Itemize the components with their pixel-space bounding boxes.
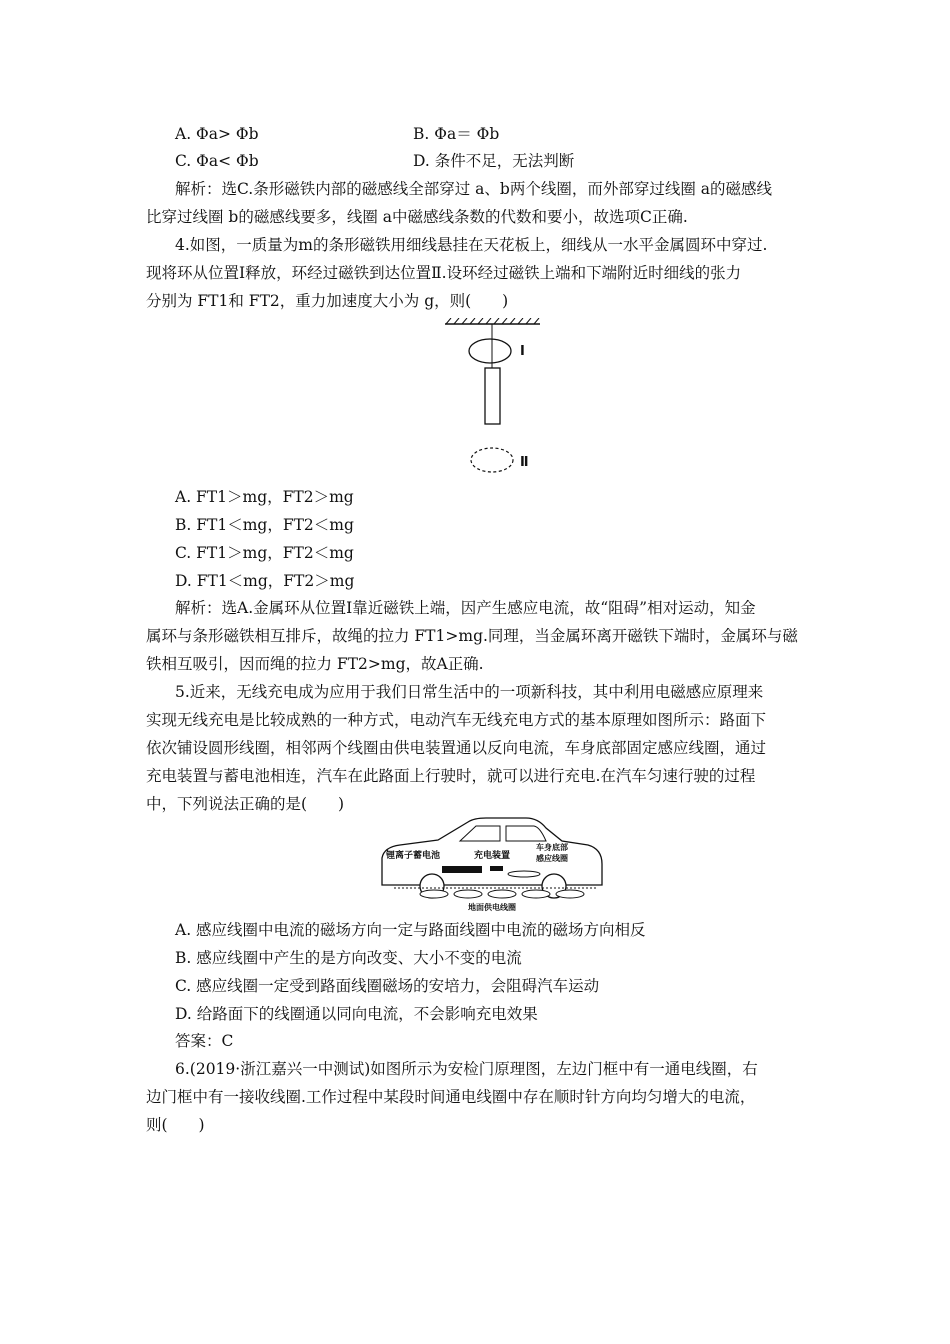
q4-analysis-line-3: 铁相互吸引，因而绳的拉力 FT2>mg，故A正确. xyxy=(146,655,484,673)
q5-stem-line-2: 实现无线充电是比较成熟的一种方式，电动汽车无线充电方式的基本原理如图所示：路面下 xyxy=(146,711,767,729)
q4-magnet-figure xyxy=(440,318,550,478)
q4-option-a: A. FT1＞mg，FT2＞mg xyxy=(175,488,354,506)
q6-stem-line-2: 边门框中有一接收线圈.工作过程中某段时间通电线圈中存在顺时针方向均匀增大的电流， xyxy=(146,1088,756,1106)
road-coil-4 xyxy=(522,890,550,898)
induction-coil xyxy=(508,871,540,877)
battery-block xyxy=(442,866,482,873)
bar-magnet xyxy=(485,368,500,424)
q3-analysis-line-1: 解析：选C.条形磁铁内部的磁感线全部穿过 a、b两个线圈，而外部穿过线圈 a的磁感线 xyxy=(175,180,772,198)
label-position-2: Ⅱ xyxy=(520,455,529,470)
q4-stem-line-1: 4.如图，一质量为m的条形磁铁用细线悬挂在天花板上，细线从一水平金属圆环中穿过. xyxy=(175,236,768,254)
label-coil-bottom: 感应线圈 xyxy=(536,854,568,863)
q5-option-c: C. 感应线圈一定受到路面线圈磁场的安培力，会阻碍汽车运动 xyxy=(175,977,600,995)
q4-analysis-line-1: 解析：选A.金属环从位置Ⅰ靠近磁铁上端，因产生感应电流，故“阻碍”相对运动，知金 xyxy=(175,599,756,617)
ring-position-2 xyxy=(471,448,513,472)
label-road-coil: 地面供电线圈 xyxy=(468,903,516,912)
q5-stem-line-3: 依次铺设圆形线圈，相邻两个线圈由供电装置通以反向电流，车身底部固定感应线圈，通过 xyxy=(146,739,767,757)
label-position-1: Ⅰ xyxy=(520,344,525,359)
ring-position-1 xyxy=(469,339,511,363)
label-coil-top: 车身底部 xyxy=(536,843,568,852)
q5-option-d: D. 给路面下的线圈通以同向电流，不会影响充电效果 xyxy=(175,1005,538,1023)
q5-option-b: B. 感应线圈中产生的是方向改变、大小不变的电流 xyxy=(175,949,522,967)
q5-option-a: A. 感应线圈中电流的磁场方向一定与路面线圈中电流的磁场方向相反 xyxy=(175,921,646,939)
q3-option-c: C. Φa< Φb xyxy=(175,152,259,170)
q6-stem-line-3: 则( ) xyxy=(146,1116,205,1134)
q3-analysis-line-2: 比穿过线圈 b的磁感线要多，线圈 a中磁感线条数的代数和要小，故选项C正确. xyxy=(146,208,688,226)
q3-option-a: A. Φa> Φb xyxy=(175,125,259,143)
charger-block xyxy=(490,866,503,871)
q4-option-b: B. FT1＜mg，FT2＜mg xyxy=(175,516,354,534)
q5-car-figure xyxy=(376,814,606,912)
label-charger: 充电装置 xyxy=(474,851,511,861)
q4-analysis-line-2: 属环与条形磁铁相互排斥，故绳的拉力 FT1>mg.同理，当金属环离开磁铁下端时，金属环与磁 xyxy=(146,627,798,645)
q4-stem-line-3: 分别为 FT1和 FT2，重力加速度大小为 g，则( ) xyxy=(146,292,509,310)
q4-option-d: D. FT1＜mg，FT2＞mg xyxy=(175,572,355,590)
q3-option-b: B. Φa＝ Φb xyxy=(413,125,500,143)
road-coil-5 xyxy=(556,890,584,898)
road-coil-3 xyxy=(488,890,516,898)
q5-stem-line-1: 5.近来，无线充电成为应用于我们日常生活中的一项新科技，其中利用电磁感应原理来 xyxy=(175,683,764,701)
q5-stem-line-4: 充电装置与蓄电池相连，汽车在此路面上行驶时，就可以进行充电.在汽车匀速行驶的过程 xyxy=(146,767,756,785)
q3-option-d: D. 条件不足，无法判断 xyxy=(413,152,575,170)
road-coil-1 xyxy=(420,890,448,898)
q6-stem-line-1: 6.(2019·浙江嘉兴一中测试)如图所示为安检门原理图，左边门框中有一通电线圈，右 xyxy=(175,1060,758,1078)
q4-option-c: C. FT1＞mg，FT2＜mg xyxy=(175,544,354,562)
q5-answer: 答案：C xyxy=(175,1032,234,1050)
q4-stem-line-2: 现将环从位置Ⅰ释放，环经过磁铁到达位置Ⅱ.设环经过磁铁上端和下端附近时细线的张力 xyxy=(146,264,742,282)
label-battery: 锂离子蓄电池 xyxy=(386,851,441,861)
ceiling-hatch xyxy=(446,318,539,324)
road-coil-2 xyxy=(454,890,482,898)
q5-stem-line-5: 中，下列说法正确的是( ) xyxy=(146,795,345,813)
